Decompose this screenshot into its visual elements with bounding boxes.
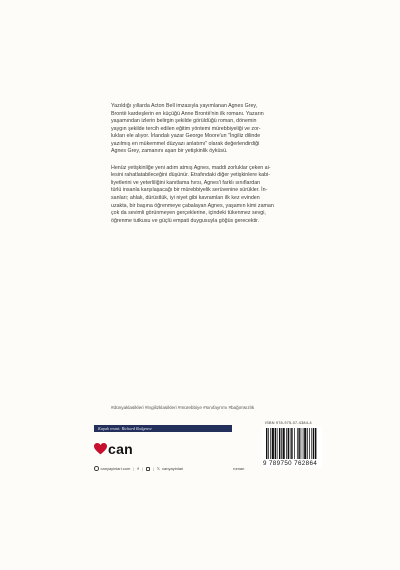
blurb-line: yaygın şekilde tercih edilen eğitim yöntemi mürebbiyeliği ve zor- — [111, 125, 261, 132]
barcode-bar — [266, 428, 267, 459]
barcode-bar — [304, 428, 306, 459]
publisher-logo — [94, 442, 133, 456]
barcode-bar — [303, 428, 304, 459]
blurb-paragraph-1 — [111, 103, 311, 156]
separator: | — [152, 466, 154, 471]
barcode-bar — [286, 428, 287, 459]
blurb-paragraph-2 — [111, 165, 311, 225]
barcode-bar — [297, 428, 298, 459]
barcode-bar — [272, 428, 274, 459]
barcode-bar — [281, 428, 282, 459]
logo-wordmark: can — [108, 441, 134, 457]
barcode-bar — [277, 428, 278, 459]
separator: | — [133, 466, 135, 471]
instagram-icon[interactable] — [146, 467, 150, 471]
barcode-bar — [279, 428, 280, 459]
barcode-bar — [291, 428, 292, 459]
blurb-line: lukları ele alıyor. İrlandalı yazar George Moore'un "İngiliz dilinde — [111, 133, 261, 140]
barcode-bar — [283, 428, 285, 459]
barcode-bar — [288, 428, 289, 459]
barcode-bar — [307, 428, 308, 459]
blurb-line: yaşamından izlerin belirgin şekilde görüldüğü roman, dönemin — [111, 118, 257, 125]
blurb-line: lesini rahatlatabileceğini düşünür. Etrafındaki diğer yetişkinlere kabi- — [111, 172, 270, 179]
blurb-line: sanları; ahlak, dürüstlük, iyi niyet gibi kavramları ilk kez evinden — [111, 195, 260, 202]
blurb-text — [111, 103, 311, 234]
heart-icon — [94, 443, 107, 455]
barcode-bar — [313, 428, 314, 459]
barcode-bar — [298, 428, 299, 459]
barcode-bar — [294, 428, 295, 459]
social-handle[interactable]: canyayinlari — [162, 466, 184, 471]
cover-credit-text: Kapak resmi: Richard Redgrave — [98, 425, 152, 431]
barcode — [266, 428, 318, 459]
barcode-number: 9 789750 762864 — [263, 460, 318, 467]
separator: | — [141, 466, 143, 471]
blurb-line: uzakta, bir başına öğrenmeye çabalayan Agnes, yaşamın kimi zaman — [111, 202, 274, 209]
facebook-icon[interactable]: f — [137, 466, 139, 471]
blurb-line: Agnes Grey, zamanını aşan bir yetişkinlik öyküsü. — [111, 148, 228, 155]
barcode-bar — [301, 428, 302, 459]
isbn-label: ISBN 978-975-07-4384-4 — [265, 421, 312, 425]
blurb-line: çok da sevimli görünmeyen gerçeklerine, içindeki tükenmez sevgi, — [111, 210, 266, 217]
blurb-line: Brontë kardeşlerin en küçüğü Anne Brontë'nin ilk romanı. Yazarın — [111, 110, 264, 117]
genre-label: roman — [233, 466, 245, 471]
barcode-bar — [270, 428, 271, 459]
globe-icon — [94, 466, 99, 471]
website-link[interactable]: canyayinlari.com — [100, 466, 131, 471]
barcode-bar — [268, 428, 269, 459]
blurb-line: Henüz yetişkinliğe yeni adım atmış Agnes, maddi zorluklar çeken ai- — [111, 164, 271, 171]
blurb-line: öğrenme tutkusu ve güçlü empati duygusuyla göğüs gerecektir. — [111, 217, 260, 224]
barcode-bar — [290, 428, 291, 459]
hashtags: #dünyaklasikleri #ingilizklasikleri #mürebbiye #sınıfayrımı #bağımsızlık — [111, 405, 255, 410]
barcode-bar — [275, 428, 276, 459]
x-twitter-icon[interactable]: 𝕏 — [156, 466, 161, 471]
blurb-line: Yazıldığı yıllarda Acton Bell imzasıyla yayımlanan Agnes Grey, — [111, 103, 258, 109]
blurb-line: liyetlerini ve yeterliliğini kanıtlama hırsı, Agnes'i farklı sınıflardan — [111, 179, 261, 186]
barcode-bar — [309, 428, 310, 459]
barcode-bar — [315, 428, 316, 459]
barcode-bar — [311, 428, 312, 459]
blurb-line: yazılmış en mükemmel düzyazı anlatımı" olarak değerlendirdiği — [111, 140, 260, 147]
blurb-line: türlü insanla karşılaşacağı bir mürebbiyelik serüvenine sürükler. İn- — [111, 187, 268, 194]
